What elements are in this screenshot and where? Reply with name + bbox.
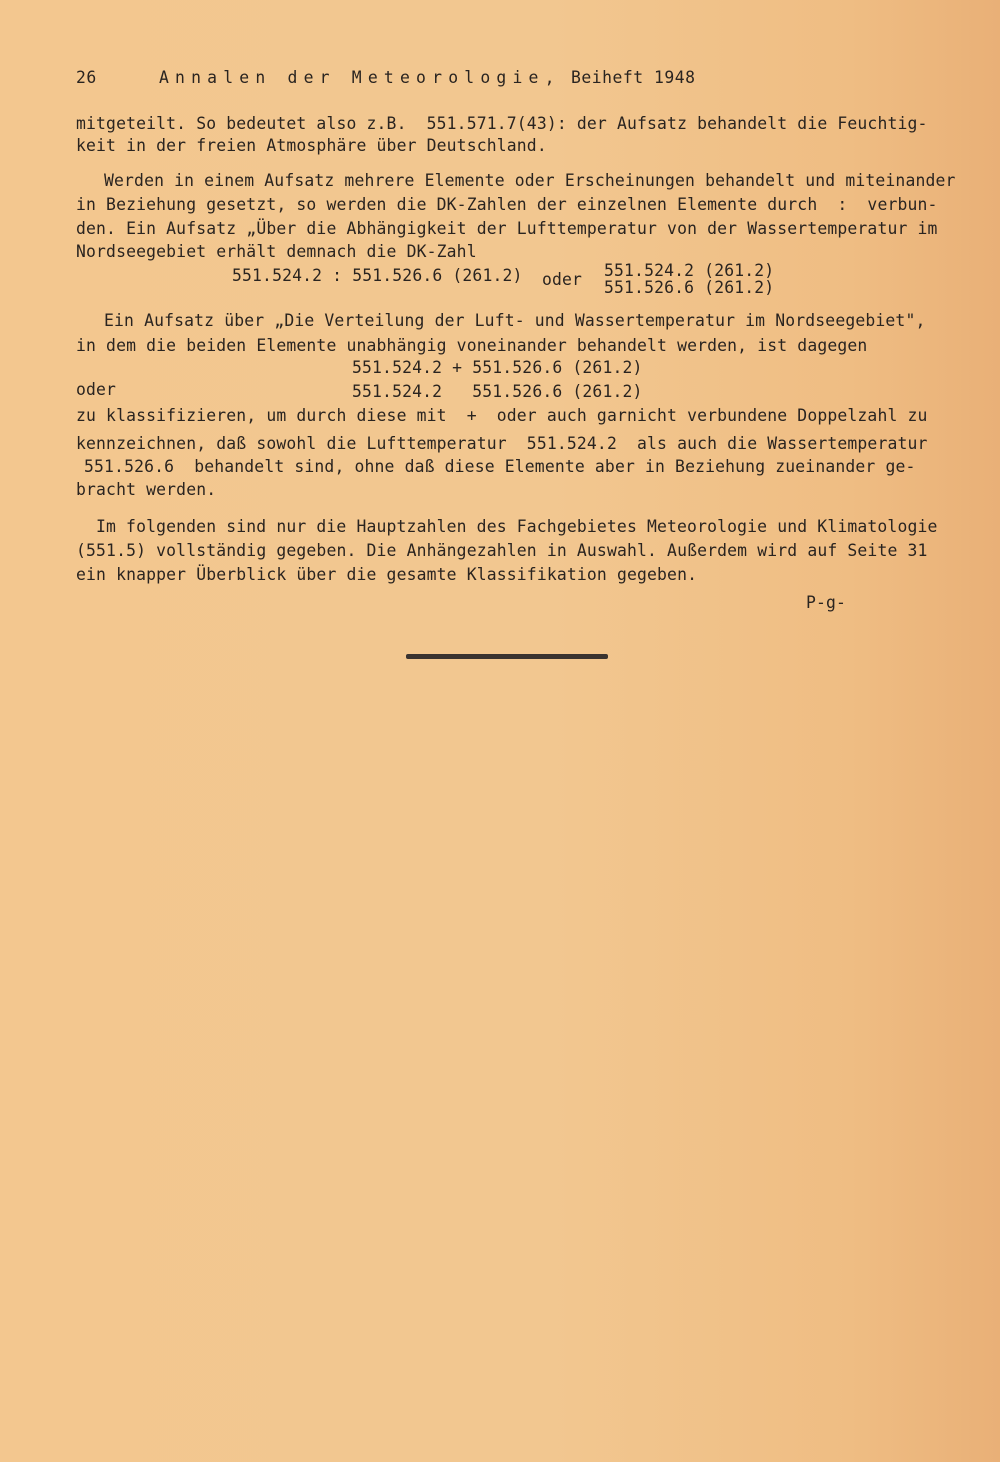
formula-oder-label: oder xyxy=(76,380,117,399)
formula-dk-plus: 551.524.2 + 551.526.6 (261.2) xyxy=(352,358,643,377)
text-line: ein knapper Überblick über die gesamte Klassifikation gegeben. xyxy=(76,565,698,584)
text-line: in dem die beiden Elemente unabhängig voneinander behandelt werden, ist dagegen xyxy=(76,336,868,355)
text-line: Werden in einem Aufsatz mehrere Elemente oder Erscheinungen behandelt und miteinander xyxy=(104,171,956,190)
formula-stacked-bottom: 551.526.6 (261.2) xyxy=(604,278,775,297)
issue-label: Beiheft 1948 xyxy=(571,68,696,87)
text-line: 551.526.6 behandelt sind, ohne daß diese Elemente aber in Beziehung zueinander ge- xyxy=(84,457,916,476)
text-line: Ein Aufsatz über „Die Verteilung der Luft- und Wassertemperatur im Nordseegebiet", xyxy=(104,311,926,330)
formula-dk-colon: 551.524.2 : 551.526.6 (261.2) xyxy=(232,266,523,285)
text-line: zu klassifizieren, um durch diese mit + oder auch garnicht verbundene Doppelzahl zu xyxy=(76,406,928,425)
text-line: kennzeichnen, daß sowohl die Lufttemperatur 551.524.2 als auch die Wassertemperatur xyxy=(76,434,928,453)
text-line: (551.5) vollständig gegeben. Die Anhängezahlen in Auswahl. Außerdem wird auf Seite 31 xyxy=(76,541,928,560)
section-divider xyxy=(406,654,608,659)
formula-dk-plain: 551.524.2 551.526.6 (261.2) xyxy=(352,382,643,401)
running-header xyxy=(76,68,695,88)
page-number: 26 xyxy=(76,68,97,87)
formula-stacked-top: 551.524.2 (261.2) xyxy=(604,261,775,280)
text-line: in Beziehung gesetzt, so werden die DK-Zahlen der einzelnen Elemente durch : verbun- xyxy=(76,195,938,214)
formula-oder: oder xyxy=(542,270,583,289)
text-line: mitgeteilt. So bedeutet also z.B. 551.571.7(43): der Aufsatz behandelt die Feuchtig- xyxy=(76,114,928,133)
text-line: Im folgenden sind nur die Hauptzahlen des Fachgebietes Meteorologie und Klimatologie xyxy=(96,517,938,536)
text-line: keit in der freien Atmosphäre über Deutschland. xyxy=(76,136,547,155)
text-line: den. Ein Aufsatz „Über die Abhängigkeit der Lufttemperatur von der Wassertemperatur im xyxy=(76,219,938,238)
journal-title: Annalen der Meteorologie, xyxy=(158,68,561,87)
text-line: Nordseegebiet erhält demnach die DK-Zahl xyxy=(76,242,477,261)
text-line: bracht werden. xyxy=(76,480,217,499)
author-initials: P-g- xyxy=(806,593,847,612)
